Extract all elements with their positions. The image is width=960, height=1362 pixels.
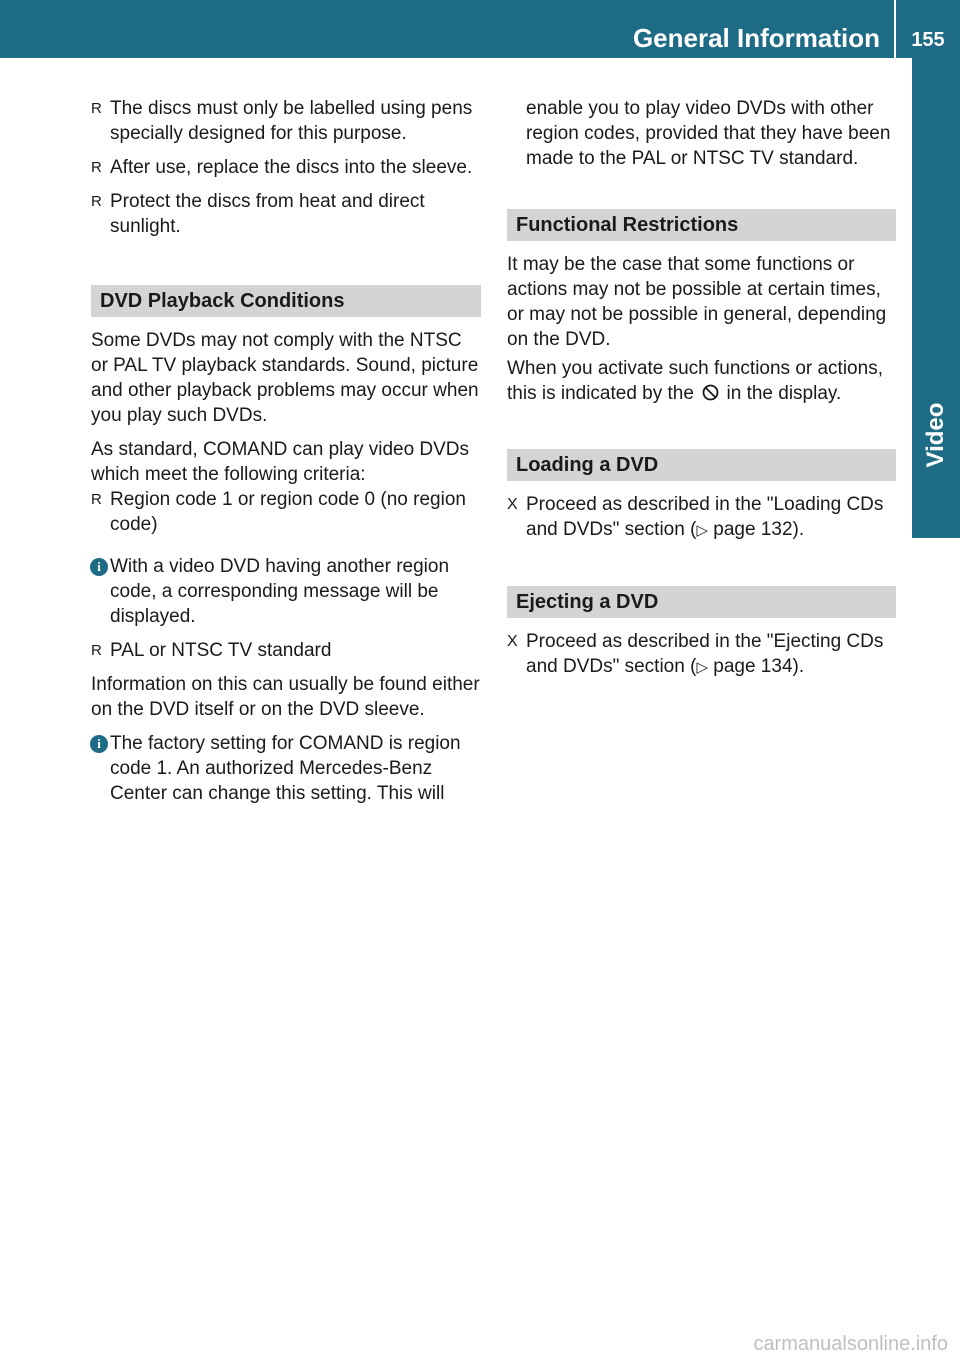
bullet-item: R PAL or NTSC TV standard — [91, 638, 481, 663]
section-heading-playback: DVD Playback Conditions — [91, 285, 481, 317]
note-text: The factory setting for COMAND is region code 1. An authorized Mercedes-Benz Center can change this setting. This will — [110, 733, 461, 804]
page-reference-arrow-icon: ▷ — [696, 659, 708, 676]
note-text: With a video DVD having another region code, a corresponding message will be displayed. — [110, 556, 450, 627]
info-icon: i — [90, 735, 108, 753]
watermark: carmanualsonline.info — [753, 1333, 948, 1355]
paragraph-with-icon — [507, 356, 896, 406]
bullet-item: R The discs must only be labelled using pens specially designed for this purpose. — [91, 96, 481, 146]
paragraph-text: When you activate such functions or actions, this is indicated by the — [507, 358, 883, 404]
bullet-item: R Protect the discs from heat and direct sunlight. — [91, 189, 481, 239]
bullet-item: R Region code 1 or region code 0 (no region code) — [91, 487, 481, 537]
instruction-step — [507, 492, 896, 543]
chapter-title: General Information — [632, 23, 880, 53]
prohibit-icon — [699, 381, 721, 406]
bullet-item: R After use, replace the discs into the sleeve. — [91, 155, 481, 180]
left-column — [91, 96, 481, 815]
step-text: Proceed as described in the "Loading CDs and DVDs" section ( — [526, 494, 884, 540]
page-number: 155 — [911, 29, 945, 51]
info-note — [91, 731, 481, 806]
right-column — [507, 96, 896, 689]
info-icon: i — [90, 558, 108, 576]
section-heading-restrictions: Functional Restrictions — [507, 209, 896, 241]
page-reference-arrow-icon: ▷ — [696, 522, 708, 539]
instruction-step — [507, 629, 896, 680]
header-bar — [0, 0, 960, 58]
paragraph-text: in the display. — [726, 383, 842, 404]
step-text: ). — [792, 519, 805, 540]
paragraph: Some DVDs may not comply with the NTSC or PAL TV playback standards. Sound, picture and other playback problems may occur when you play such DVDs. — [91, 330, 479, 426]
paragraph: As standard, COMAND can play video DVDs which meet the following criteria: — [91, 439, 470, 485]
paragraph: Information on this can usually be found either on the DVD itself or on the DVD sleeve. — [91, 674, 480, 720]
section-heading-loading: Loading a DVD — [507, 449, 896, 481]
step-text: Proceed as described in the "Ejecting CDs and DVDs" section ( — [526, 631, 884, 677]
page-reference-link[interactable]: page 132 — [713, 519, 793, 540]
side-tab-label: Video — [922, 402, 949, 468]
info-note — [91, 554, 481, 629]
step-text: ). — [792, 656, 805, 677]
paragraph: It may be the case that some functions or actions may not be possible at certain times, or may not be possible in general, depending on the DVD. — [507, 254, 887, 350]
section-heading-ejecting: Ejecting a DVD — [507, 586, 896, 618]
page-reference-link[interactable]: page 134 — [713, 656, 793, 677]
note-continuation: enable you to play video DVDs with other region codes, provided that they have been made to the PAL or NTSC TV standard. — [526, 98, 891, 169]
